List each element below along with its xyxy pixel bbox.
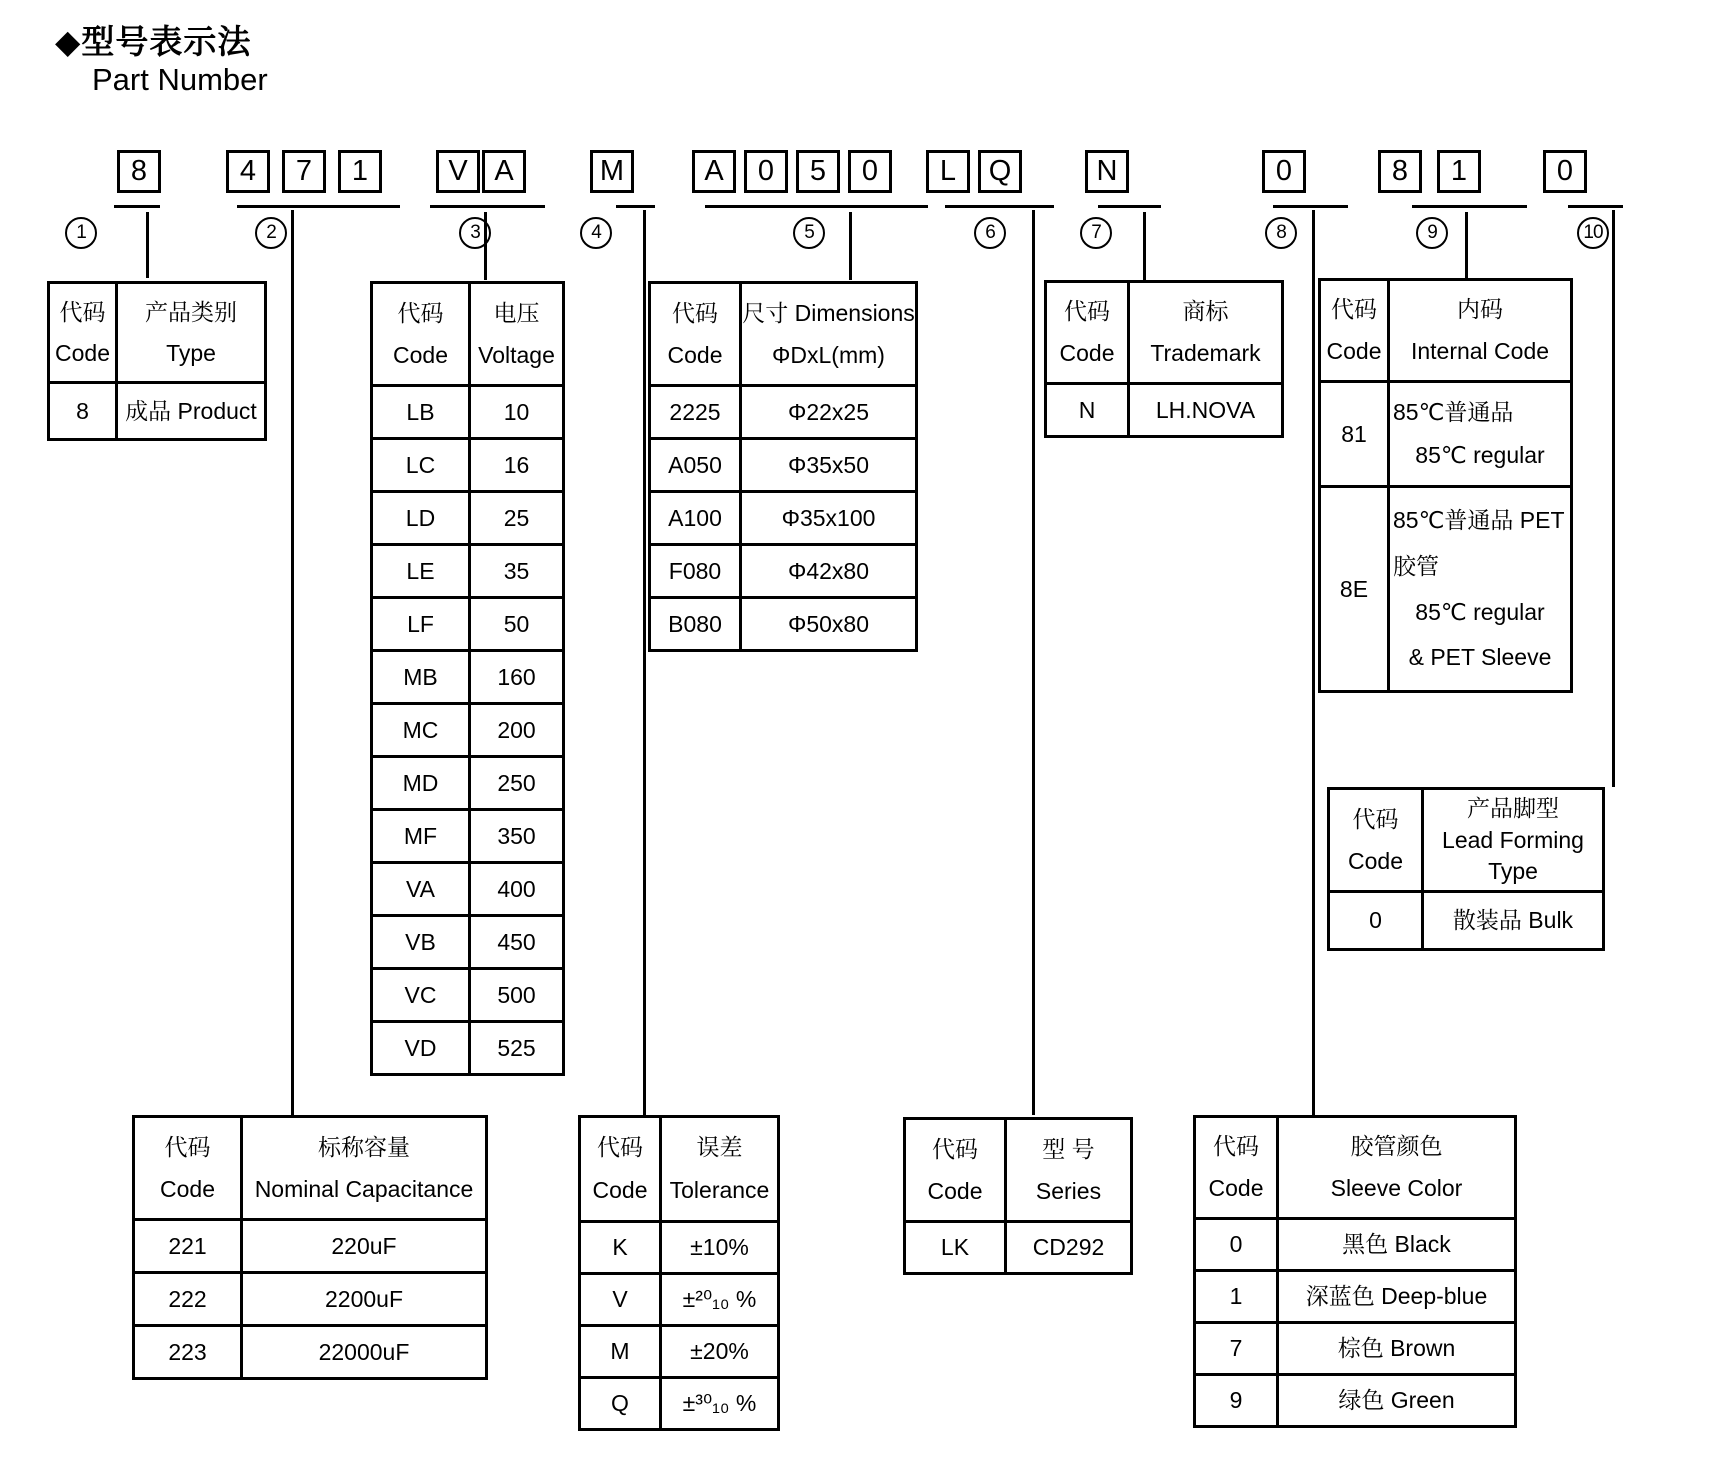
data-cell: [471, 917, 562, 967]
data-cell: [373, 493, 468, 543]
data-cell: [651, 440, 739, 490]
data-cell: [662, 1327, 777, 1376]
data-cell: [471, 864, 562, 914]
cell-line: 型 号: [1042, 1135, 1095, 1162]
group-marker-2: 2: [255, 217, 287, 249]
header-cell: [1196, 1118, 1276, 1217]
cell-line: 代码: [59, 298, 106, 325]
data-cell: [1279, 1272, 1514, 1321]
data-cell: [471, 1023, 562, 1073]
connector-line-7: [1143, 212, 1146, 280]
data-cell: [742, 599, 915, 649]
cell-line: 160: [497, 663, 536, 690]
cell-line: 0: [1229, 1231, 1243, 1258]
cell-line: 222: [168, 1285, 207, 1312]
data-cell: [471, 705, 562, 755]
data-cell: [581, 1223, 659, 1272]
group-marker-7: 7: [1080, 217, 1112, 249]
data-cell: [373, 811, 468, 861]
cell-line: 2200uF: [324, 1285, 403, 1312]
part-number-box-7: M: [590, 150, 634, 193]
data-cell: [1424, 893, 1602, 948]
cell-line: ±10%: [690, 1234, 749, 1261]
data-cell: [373, 705, 468, 755]
cell-line: Φ22x25: [787, 398, 870, 425]
data-cell: [1007, 1223, 1130, 1272]
data-cell: [373, 1023, 468, 1073]
cell-line: 散装品 Bulk: [1452, 907, 1574, 934]
cell-line: 2225: [669, 398, 721, 425]
cell-line: 代码: [397, 299, 444, 326]
cell-line: MF: [403, 822, 438, 849]
data-cell: [1321, 488, 1387, 690]
cell-line: K: [612, 1234, 628, 1261]
data-cell: [373, 387, 468, 437]
data-cell: [118, 384, 264, 438]
cell-line: A050: [668, 451, 722, 478]
data-cell: [243, 1221, 485, 1271]
cell-line: 代码: [1064, 298, 1110, 325]
data-cell: [742, 493, 915, 543]
part-number-box-8: A: [692, 150, 736, 193]
cell-line: Internal Code: [1410, 338, 1550, 365]
cell-line: 1: [1229, 1283, 1243, 1310]
cell-line: LF: [407, 610, 434, 637]
cell-line: 50: [503, 610, 530, 637]
data-cell: [135, 1274, 240, 1324]
cell-line: 81: [1341, 420, 1367, 447]
part-number-box-2: 4: [226, 150, 270, 193]
lead-forming-table: [1327, 787, 1605, 951]
cell-line: 223: [168, 1338, 207, 1365]
cell-line: LH.NOVA: [1155, 396, 1256, 423]
group-marker-6: 6: [974, 217, 1006, 249]
data-cell: [1279, 1220, 1514, 1269]
cell-line: Nominal Capacitance: [254, 1175, 474, 1202]
cell-line: 深蓝色 Deep-blue: [1305, 1283, 1488, 1310]
internal-code-table: [1318, 278, 1573, 693]
header-cell: [662, 1118, 777, 1220]
cell-line: 产品类别: [145, 298, 237, 325]
cell-line: 绿色 Green: [1338, 1387, 1455, 1414]
cell-line: 尺寸 Dimensions: [742, 299, 915, 326]
data-cell: [581, 1379, 659, 1428]
cell-line: 代码: [1352, 805, 1399, 832]
part-number-box-16: 8: [1378, 150, 1422, 193]
cell-line: 产品脚型: [1467, 795, 1559, 822]
part-number-box-15: 0: [1262, 150, 1306, 193]
cell-line: B080: [668, 610, 722, 637]
cell-line: 黑色 Black: [1342, 1231, 1451, 1258]
part-number-box-18: 0: [1543, 150, 1587, 193]
trademark-table: [1044, 280, 1284, 438]
header-cell: [373, 284, 468, 384]
group-marker-9: 9: [1416, 217, 1448, 249]
cell-line: 9: [1229, 1387, 1243, 1414]
data-cell: [135, 1221, 240, 1271]
cell-line: 代码: [164, 1133, 211, 1160]
header-cell: [1007, 1120, 1130, 1220]
connector-line-6: [1032, 210, 1035, 1115]
tolerance-table: [578, 1115, 780, 1431]
cell-line: 胶管颜色: [1350, 1133, 1443, 1160]
cell-line: VD: [404, 1034, 437, 1061]
data-cell: [651, 546, 739, 596]
data-cell: [662, 1275, 777, 1324]
header-cell: [1279, 1118, 1514, 1217]
cell-line: ±²⁰₁₀ %: [682, 1286, 757, 1313]
part-number-box-14: N: [1085, 150, 1129, 193]
part-number-box-12: L: [926, 150, 970, 193]
cell-line: N: [1078, 396, 1096, 423]
cell-line: LB: [406, 398, 435, 425]
cell-line: 胶管: [1393, 552, 1439, 579]
group-underline-9: [1412, 205, 1527, 208]
data-cell: [1130, 385, 1281, 435]
data-cell: [1390, 383, 1570, 485]
group-underline-2: [237, 205, 400, 208]
cell-line: MC: [402, 716, 439, 743]
connector-line-4: [643, 210, 646, 1115]
cell-line: Voltage: [478, 341, 555, 368]
cell-line: MB: [403, 663, 438, 690]
cell-line: 500: [497, 981, 536, 1008]
data-cell: [373, 864, 468, 914]
cell-line: 标称容量: [318, 1133, 410, 1160]
data-cell: [373, 652, 468, 702]
cell-line: 内码: [1457, 296, 1503, 323]
cell-line: Φ35x100: [781, 504, 876, 531]
data-cell: [906, 1223, 1004, 1272]
cell-line: 250: [497, 769, 536, 796]
cell-line: 10: [503, 398, 530, 425]
part-number-box-4: 1: [338, 150, 382, 193]
data-cell: [471, 440, 562, 490]
capacitance-table: [132, 1115, 488, 1380]
connector-line-5: [849, 212, 852, 280]
cell-line: 代码: [1213, 1133, 1259, 1160]
part-number-box-11: 0: [848, 150, 892, 193]
data-cell: [471, 970, 562, 1020]
data-cell: [471, 546, 562, 596]
group-marker-4: 4: [580, 217, 612, 249]
cell-line: Φ50x80: [787, 610, 870, 637]
cell-line: Type: [1488, 858, 1538, 885]
data-cell: [373, 758, 468, 808]
group-underline-7: [1098, 205, 1161, 208]
cell-line: Code: [1059, 340, 1115, 367]
cell-line: CD292: [1032, 1234, 1105, 1261]
group-underline-3: [430, 205, 545, 208]
cell-line: 85℃普通品: [1393, 399, 1514, 426]
group-marker-1: 1: [65, 217, 97, 249]
cell-line: LK: [940, 1234, 970, 1261]
part-number-box-10: 5: [796, 150, 840, 193]
data-cell: [742, 546, 915, 596]
cell-line: 221: [168, 1232, 207, 1259]
connector-line-2: [291, 210, 294, 1115]
data-cell: [1279, 1376, 1514, 1425]
cell-line: 商标: [1182, 298, 1229, 325]
cell-line: Series: [1035, 1177, 1102, 1204]
cell-line: Trademark: [1150, 340, 1261, 367]
part-number-box-13: Q: [978, 150, 1022, 193]
cell-line: 35: [503, 557, 530, 584]
data-cell: [662, 1379, 777, 1428]
data-cell: [373, 440, 468, 490]
cell-line: 0: [1369, 907, 1382, 934]
data-cell: [1047, 385, 1127, 435]
cell-line: Code: [592, 1177, 648, 1204]
data-cell: [1196, 1324, 1276, 1373]
data-cell: [135, 1327, 240, 1377]
cell-line: Code: [927, 1177, 983, 1204]
connector-line-3: [484, 212, 487, 280]
cell-line: 85℃ regular: [1415, 442, 1545, 469]
part-number-box-17: 1: [1437, 150, 1481, 193]
cell-line: 7: [1229, 1335, 1243, 1362]
data-cell: [471, 599, 562, 649]
data-cell: [471, 811, 562, 861]
cell-line: 22000uF: [318, 1338, 410, 1365]
cell-line: 200: [497, 716, 536, 743]
cell-line: ±20%: [690, 1338, 749, 1365]
part-number-box-5: V: [436, 150, 480, 193]
page-title-zh: ◆型号表示法: [55, 23, 252, 60]
cell-line: Type: [166, 339, 216, 366]
part-number-box-1: 8: [117, 150, 161, 193]
cell-line: Tolerance: [669, 1177, 770, 1204]
cell-line: 电压: [493, 299, 540, 326]
cell-line: Sleeve Color: [1330, 1175, 1463, 1202]
data-cell: [471, 387, 562, 437]
cell-line: 85℃ regular: [1415, 598, 1545, 625]
cell-line: 220uF: [331, 1232, 397, 1259]
group-underline-5: [705, 205, 928, 208]
voltage-table: [370, 281, 565, 1076]
series-table: [903, 1117, 1133, 1275]
cell-line: 25: [503, 504, 530, 531]
data-cell: [373, 599, 468, 649]
cell-line: 8: [76, 397, 89, 424]
cell-line: F080: [668, 557, 722, 584]
page-title-en: Part Number: [92, 62, 268, 97]
header-cell: [1130, 283, 1281, 382]
connector-line-10: [1612, 210, 1615, 787]
header-cell: [243, 1118, 485, 1218]
cell-line: Q: [611, 1390, 629, 1417]
cell-line: 代码: [1331, 296, 1377, 323]
cell-line: 代码: [597, 1134, 643, 1161]
data-cell: [243, 1327, 485, 1377]
data-cell: [1321, 383, 1387, 485]
group-underline-10: [1568, 205, 1623, 208]
data-cell: [50, 384, 115, 438]
cell-line: Code: [160, 1175, 215, 1202]
cell-line: 棕色 Brown: [1337, 1335, 1456, 1362]
cell-line: 8E: [1339, 575, 1369, 602]
data-cell: [373, 546, 468, 596]
header-cell: [742, 284, 915, 384]
cell-line: LC: [405, 451, 436, 478]
data-cell: [581, 1327, 659, 1376]
cell-line: VC: [404, 981, 437, 1008]
header-cell: [1424, 790, 1602, 890]
header-cell: [1330, 790, 1421, 890]
data-cell: [651, 387, 739, 437]
header-cell: [50, 284, 115, 381]
header-cell: [651, 284, 739, 384]
cell-line: Code: [667, 341, 723, 368]
cell-line: 525: [497, 1034, 536, 1061]
connector-line-9: [1465, 212, 1468, 278]
header-cell: [906, 1120, 1004, 1220]
cell-line: ΦDxL(mm): [772, 341, 885, 368]
data-cell: [1330, 893, 1421, 948]
data-cell: [1196, 1376, 1276, 1425]
cell-line: 成品 Product: [125, 397, 257, 424]
group-marker-3: 3: [459, 217, 491, 249]
cell-line: 450: [497, 928, 536, 955]
cell-line: A100: [668, 504, 722, 531]
header-cell: [1047, 283, 1127, 382]
cell-line: ±³⁰₁₀ %: [682, 1390, 757, 1417]
cell-line: 85℃普通品 PET: [1393, 507, 1565, 534]
cell-line: VA: [406, 875, 435, 902]
header-cell: [118, 284, 264, 381]
header-cell: [581, 1118, 659, 1220]
data-cell: [1196, 1220, 1276, 1269]
data-cell: [662, 1223, 777, 1272]
cell-line: 代码: [932, 1135, 978, 1162]
data-cell: [471, 652, 562, 702]
group-underline-8: [1273, 205, 1348, 208]
data-cell: [1390, 488, 1570, 690]
data-cell: [471, 493, 562, 543]
data-cell: [742, 440, 915, 490]
cell-line: LE: [406, 557, 435, 584]
data-cell: [373, 917, 468, 967]
part-number-box-9: 0: [744, 150, 788, 193]
cell-line: 误差: [696, 1134, 743, 1161]
data-cell: [651, 599, 739, 649]
cell-line: Code: [1326, 338, 1382, 365]
product-type-table: [47, 281, 267, 441]
cell-line: LD: [405, 504, 436, 531]
sleeve-color-table: [1193, 1115, 1517, 1428]
cell-line: Lead Forming: [1442, 826, 1584, 853]
cell-line: VB: [405, 928, 436, 955]
data-cell: [742, 387, 915, 437]
part-number-box-3: 7: [282, 150, 326, 193]
cell-line: 400: [497, 875, 536, 902]
connector-line-1: [146, 212, 149, 278]
data-cell: [1196, 1272, 1276, 1321]
header-cell: [471, 284, 562, 384]
group-marker-8: 8: [1265, 217, 1297, 249]
group-marker-5: 5: [793, 217, 825, 249]
header-cell: [1390, 281, 1570, 380]
dimensions-table: [648, 281, 918, 652]
header-cell: [1321, 281, 1387, 380]
connector-line-8: [1312, 210, 1315, 1115]
cell-line: Code: [393, 341, 448, 368]
cell-line: V: [612, 1286, 628, 1313]
data-cell: [651, 493, 739, 543]
cell-line: Code: [1208, 1175, 1264, 1202]
cell-line: Code: [1348, 847, 1403, 874]
data-cell: [243, 1274, 485, 1324]
cell-line: M: [610, 1338, 630, 1365]
part-number-box-6: A: [482, 150, 526, 193]
cell-line: 350: [497, 822, 536, 849]
cell-line: 16: [503, 451, 530, 478]
header-cell: [135, 1118, 240, 1218]
group-underline-1: [114, 205, 160, 208]
data-cell: [471, 758, 562, 808]
data-cell: [1279, 1324, 1514, 1373]
cell-line: Φ35x50: [787, 451, 870, 478]
group-underline-6: [945, 205, 1054, 208]
data-cell: [373, 970, 468, 1020]
group-marker-10: 10: [1577, 217, 1609, 249]
group-underline-4: [616, 205, 655, 208]
data-cell: [581, 1275, 659, 1324]
cell-line: Code: [55, 339, 110, 366]
cell-line: 代码: [672, 299, 718, 326]
cell-line: & PET Sleeve: [1408, 644, 1552, 671]
cell-line: Φ42x80: [787, 557, 870, 584]
cell-line: MD: [402, 769, 439, 796]
